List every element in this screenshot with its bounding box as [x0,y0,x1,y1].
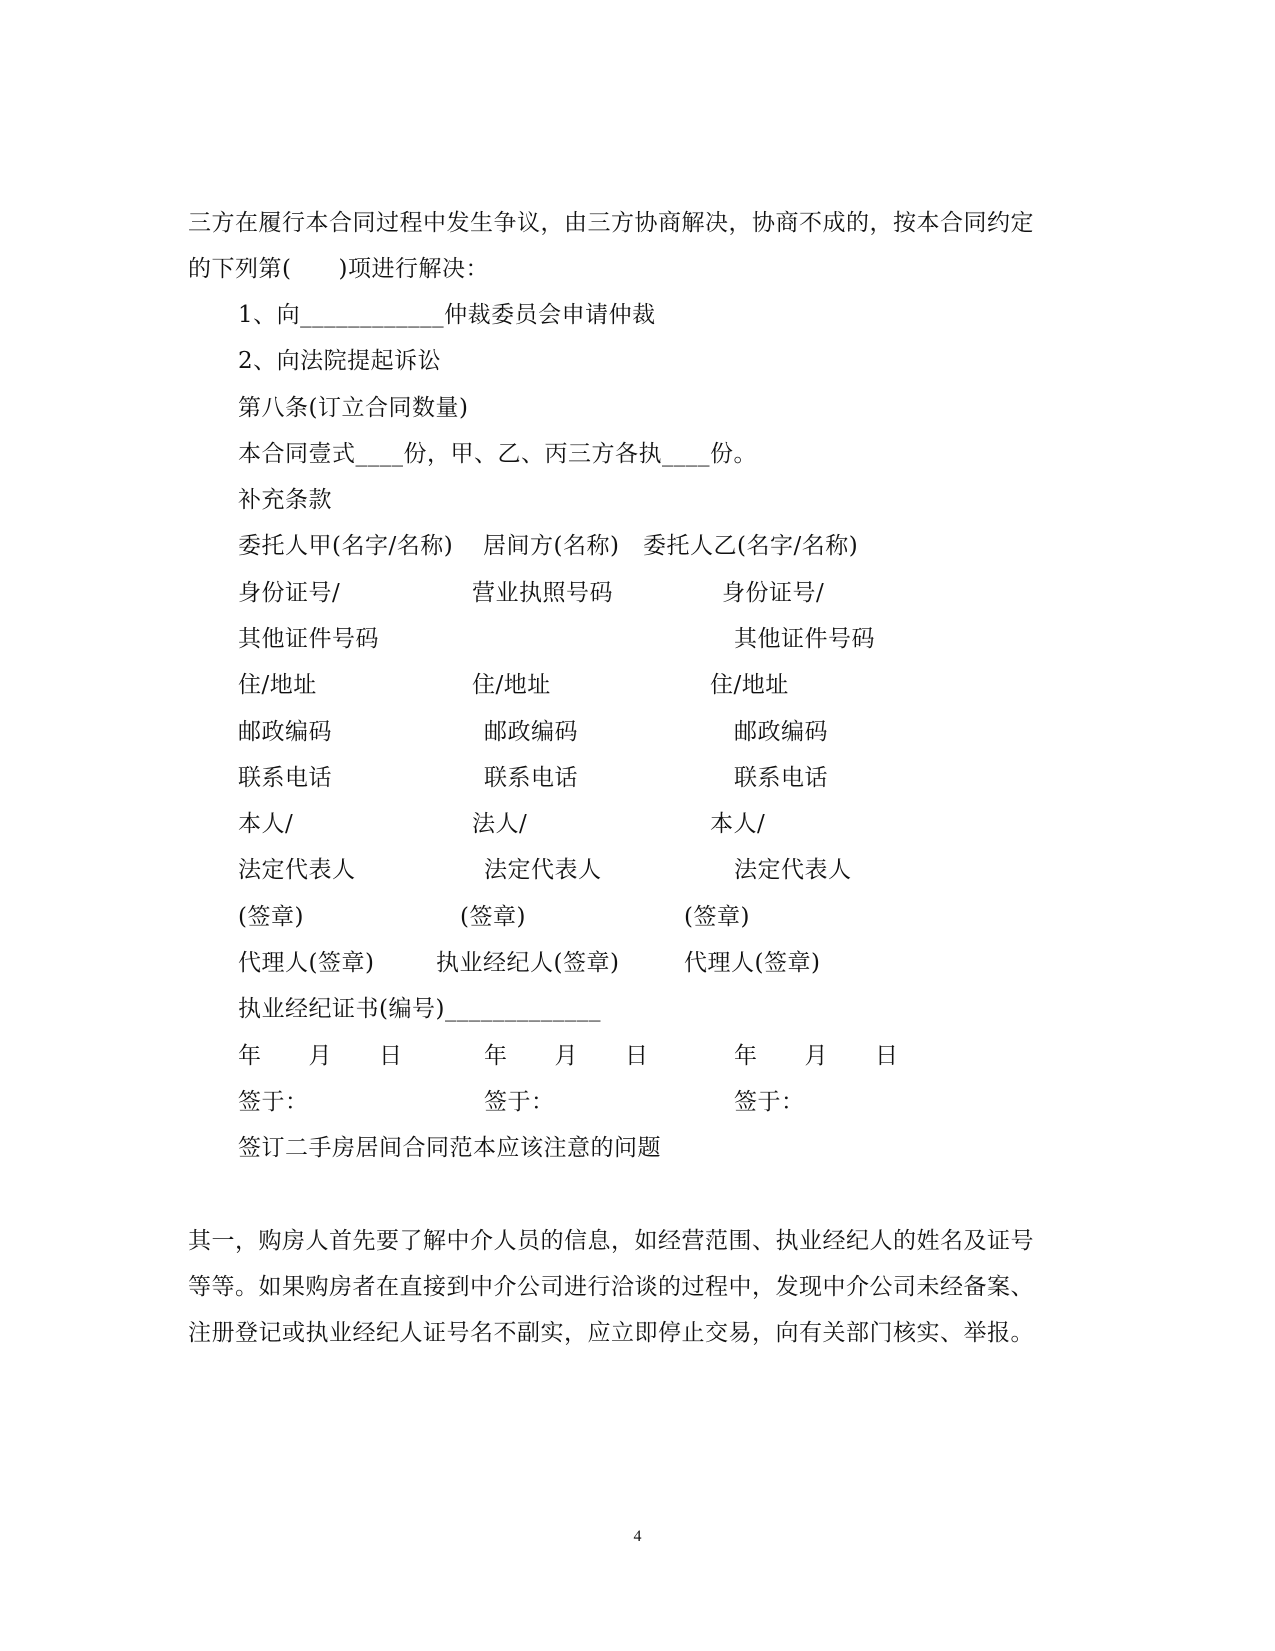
supplement-heading: 补充条款 [238,487,332,513]
sig-party-a-postcode: 邮政编码 [238,719,332,745]
paragraph-line-3: 注册登记或执业经纪人证号名不副实，应立即停止交易，向有关部门核实、举报。 [188,1320,1034,1346]
sig-party-a-seal: (签章) [238,904,304,930]
sig-party-a-address: 住/地址 [238,672,317,698]
signed-at-intermediary: 签于： [484,1089,555,1115]
sig-party-b-phone: 联系电话 [734,765,828,791]
intro-line-2: 的下列第( )项进行解决： [188,256,489,282]
sig-party-b-other-id: 其他证件号码 [734,626,875,652]
date-party-b: 年 月 日 [734,1043,899,1069]
sig-party-b-self: 本人/ [710,811,766,837]
sig-intermediary-postcode: 邮政编码 [484,719,578,745]
intro-line-1: 三方在履行本合同过程中发生争议，由三方协商解决，协商不成的，按本合同约定 [188,210,1034,236]
section-title: 签订二手房居间合同范本应该注意的问题 [238,1135,661,1161]
article-8-text: 本合同壹式____份，甲、乙、丙三方各执____份。 [238,441,757,467]
sig-intermediary-address: 住/地址 [472,672,551,698]
sig-party-b-postcode: 邮政编码 [734,719,828,745]
article-8-title: 第八条(订立合同数量) [238,395,469,421]
option-arbitration: 1、向____________仲裁委员会申请仲裁 [238,302,656,328]
sig-intermediary-broker: 执业经纪人(签章) [436,950,620,976]
sig-intermediary-name: 居间方(名称) [483,533,620,559]
sig-intermediary-phone: 联系电话 [484,765,578,791]
option-litigation: 2、向法院提起诉讼 [238,348,442,374]
sig-intermediary-license: 营业执照号码 [472,580,613,606]
sig-party-b-seal: (签章) [684,904,750,930]
sig-party-a-id: 身份证号/ [238,580,341,606]
signed-at-party-b: 签于： [734,1089,805,1115]
broker-certificate-line: 执业经纪证书(编号)_____________ [238,996,601,1022]
sig-intermediary-legal-person: 法人/ [472,811,528,837]
sig-party-a-other-id: 其他证件号码 [238,626,379,652]
sig-party-b-address: 住/地址 [710,672,789,698]
date-party-a: 年 月 日 [238,1043,403,1069]
sig-intermediary-seal: (签章) [460,904,526,930]
sig-party-a-name: 委托人甲(名字/名称) [238,533,454,559]
paragraph-line-2: 等等。如果购房者在直接到中介公司进行洽谈的过程中，发现中介公司未经备案、 [188,1274,1034,1300]
sig-party-b-legal-rep: 法定代表人 [734,857,852,883]
page-number: 4 [633,1528,642,1545]
sig-party-b-name: 委托人乙(名字/名称) [643,533,859,559]
sig-party-a-agent: 代理人(签章) [238,950,375,976]
sig-party-a-self: 本人/ [238,811,294,837]
sig-intermediary-legal-rep: 法定代表人 [484,857,602,883]
sig-party-b-id: 身份证号/ [722,580,825,606]
sig-party-a-phone: 联系电话 [238,765,332,791]
date-intermediary: 年 月 日 [484,1043,649,1069]
paragraph-line-1: 其一，购房人首先要了解中介人员的信息，如经营范围、执业经纪人的姓名及证号 [188,1228,1034,1254]
sig-party-b-agent: 代理人(签章) [684,950,821,976]
sig-party-a-legal-rep: 法定代表人 [238,857,356,883]
signed-at-party-a: 签于： [238,1089,309,1115]
